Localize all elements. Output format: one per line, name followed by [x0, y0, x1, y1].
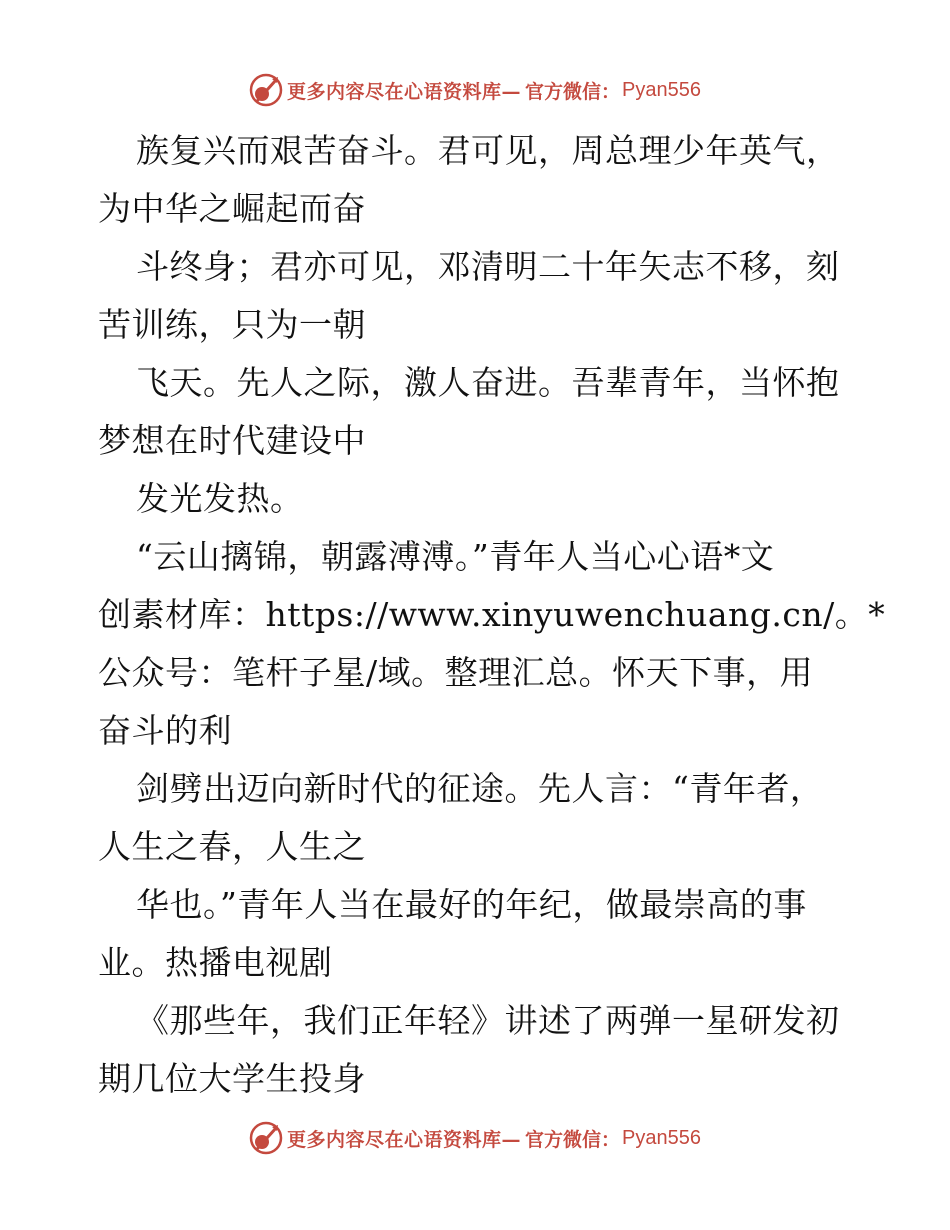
text-line: 飞天。先人之际，激人奋进。吾辈青年，当怀抱	[136, 363, 840, 402]
text-line: 剑劈出迈向新时代的征途。先人言：“青年者，	[136, 769, 824, 808]
text-line: 发光发热。	[136, 479, 304, 518]
text-line: 斗终身；君亦可见，邓清明二十年矢志不移，刻	[136, 247, 840, 286]
text-line: 华也。”青年人当在最好的年纪，做最崇高的事	[136, 885, 807, 924]
text-line: 创素材库：https://www.xinyuwenchuang.cn/。*	[98, 595, 886, 634]
pen-logo-icon	[249, 73, 283, 107]
footer-banner	[0, 1118, 950, 1158]
text-line: 族复兴而艰苦奋斗。君可见，周总理少年英气，	[136, 131, 840, 170]
banner-text: 更多内容尽在心语资料库—	[287, 80, 522, 103]
header-banner	[0, 70, 950, 110]
text-line: 《那些年，我们正年轻》讲述了两弹一星研发初	[136, 1001, 840, 1040]
banner-text: 更多内容尽在心语资料库—	[287, 1128, 522, 1151]
text-line: 苦训练，只为一朝	[98, 305, 366, 344]
banner-wechat-label: 官方微信：	[525, 80, 621, 103]
pen-logo-icon	[249, 1121, 283, 1155]
text-line: 为中华之崛起而奋	[98, 189, 366, 228]
text-line: 人生之春，人生之	[98, 827, 366, 866]
text-line: 期几位大学生投身	[98, 1059, 366, 1098]
text-line: “云山摛锦，朝露溥溥。”青年人当心心语*文	[136, 537, 775, 576]
text-line: 梦想在时代建设中	[98, 421, 366, 460]
banner-wechat-label: 官方微信：	[525, 1128, 621, 1151]
text-line: 公众号：笔杆子星/域。整理汇总。怀天下事，用	[98, 653, 814, 692]
banner-wechat-id: Pyan556	[622, 1126, 701, 1149]
banner-wechat-id: Pyan556	[622, 78, 701, 101]
document-body	[98, 122, 886, 1108]
text-line: 业。热播电视剧	[98, 943, 333, 982]
text-line: 奋斗的利	[98, 711, 232, 750]
